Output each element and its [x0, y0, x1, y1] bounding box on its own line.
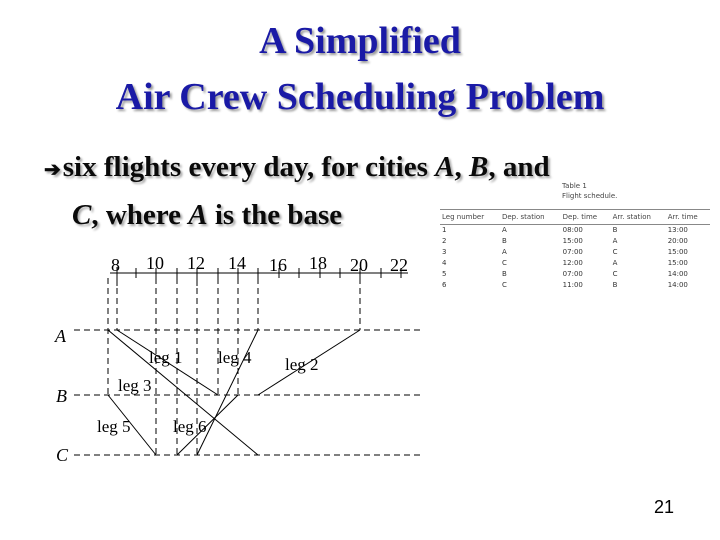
time-tick-label: 12	[187, 253, 205, 273]
slide-title-line-2: Air Crew Scheduling Problem	[115, 76, 605, 118]
table-cell: A	[612, 237, 618, 245]
header-leg-number: Leg number	[440, 210, 500, 225]
table-cell: 14:00	[667, 281, 688, 289]
bullet-separator: ,	[454, 151, 469, 183]
table-row	[440, 225, 710, 237]
time-tick-label: 20	[350, 255, 368, 275]
table-cell: 15:00	[562, 237, 583, 245]
table-cell: 11:00	[562, 281, 583, 289]
bullet-text-mid: , where	[91, 199, 189, 231]
table-cell: 5	[442, 270, 447, 278]
table-cell: 2	[442, 237, 447, 245]
leg-5-label: leg 5	[97, 417, 131, 436]
table-cell: B	[612, 226, 618, 234]
bullet-city-a-base: A	[188, 199, 208, 231]
time-tick-label: 14	[228, 253, 246, 273]
header-dep-station: Dep. station	[500, 210, 561, 225]
time-tick-label: 22	[390, 255, 408, 275]
bullet-text-end-2: is the base	[207, 199, 343, 231]
table-cell: 1	[442, 226, 447, 234]
leg-3-label: leg 3	[118, 376, 152, 395]
bullet-city-c: C	[72, 199, 92, 231]
time-tick-label: 18	[309, 253, 327, 273]
time-tick-label: 8	[111, 255, 120, 275]
bullet-text-end: , and	[488, 151, 550, 183]
table-cell: A	[612, 259, 618, 267]
city-label-b: B	[56, 386, 67, 406]
table-cell: B	[501, 237, 507, 245]
table-cell: 4	[442, 259, 447, 267]
arrow-bullet-icon: ➔	[44, 159, 61, 181]
table-cell: 6	[442, 281, 447, 289]
header-arr-station: Arr. station	[611, 210, 666, 225]
table-cell: 20:00	[667, 237, 688, 245]
bullet-text: six flights every day, for cities	[62, 151, 436, 183]
header-dep-time: Dep. time	[561, 210, 611, 225]
table-header-row	[440, 210, 710, 225]
axis-ticks	[117, 267, 401, 286]
table-cell: A	[501, 248, 507, 256]
table-cell: 07:00	[562, 270, 583, 278]
city-label-a: A	[55, 326, 66, 346]
table-cell: 15:00	[667, 259, 688, 267]
table-cell: 07:00	[562, 248, 583, 256]
leg-1-label: leg 1	[149, 348, 183, 367]
leg-4-label: leg 4	[218, 348, 252, 367]
table-row	[440, 236, 710, 247]
bullet-city-b: B	[469, 151, 489, 183]
table-cell: B	[612, 281, 618, 289]
table-cell: 14:00	[667, 270, 688, 278]
page-number: 21	[654, 497, 675, 517]
table-cell: 08:00	[562, 226, 583, 234]
table-row	[440, 247, 710, 258]
flight-schedule-table	[432, 182, 710, 304]
table-cell: 15:00	[667, 248, 688, 256]
leg-2-label: leg 2	[285, 355, 319, 374]
schedule-table	[440, 209, 710, 291]
table-cell: C	[612, 270, 618, 278]
table-cell: B	[501, 270, 507, 278]
table-cell: 13:00	[667, 226, 688, 234]
table-cell: A	[501, 226, 507, 234]
table-cell: C	[501, 281, 507, 289]
time-tick-label: 16	[269, 255, 287, 275]
table-row	[440, 258, 710, 269]
table-cell: C	[612, 248, 618, 256]
header-arr-time: Arr. time	[666, 210, 710, 225]
slide-title-line-1: A Simplified	[259, 20, 461, 62]
time-tick-label: 10	[146, 253, 164, 273]
table-caption-title: Flight schedule.	[562, 192, 618, 200]
table-cell: 3	[442, 248, 447, 256]
table-cell: 12:00	[562, 259, 583, 267]
table-cell: C	[501, 259, 507, 267]
table-caption-number: Table 1	[562, 182, 587, 190]
bullet-city-a: A	[435, 151, 455, 183]
leg-6-label: leg 6	[173, 417, 207, 436]
table-row	[440, 269, 710, 280]
city-label-c: C	[56, 445, 69, 465]
table-row	[440, 280, 710, 291]
